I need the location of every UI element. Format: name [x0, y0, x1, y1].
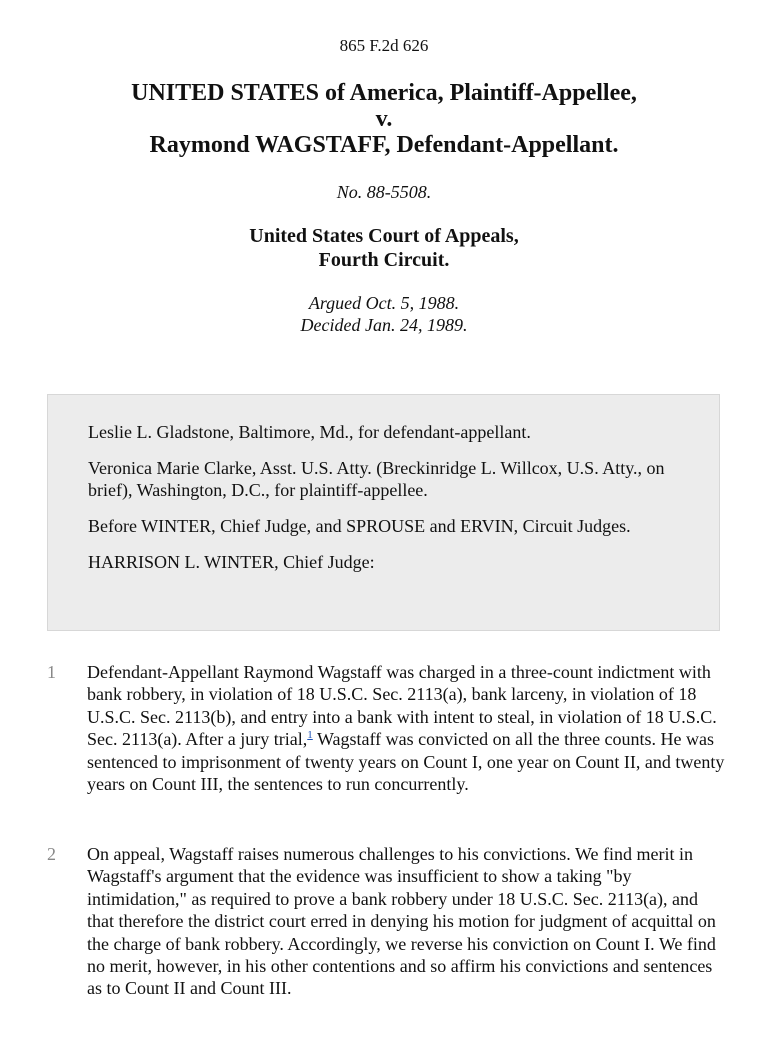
court-name-line2: Fourth Circuit.	[318, 249, 450, 271]
paragraph-number: 1	[47, 662, 56, 682]
opinion-paragraph-1	[47, 661, 727, 795]
decision-dates	[0, 292, 768, 336]
court-name-line1: United States Court of Appeals,	[249, 225, 519, 247]
argued-date: Argued Oct. 5, 1988.	[308, 293, 460, 313]
case-citation: 865 F.2d 626	[339, 36, 429, 55]
decided-date: Decided Jan. 24, 1989.	[300, 315, 468, 335]
paragraph-text	[87, 661, 727, 795]
caption-versus: v.	[375, 106, 393, 132]
case-caption	[0, 80, 768, 158]
footnote-link[interactable]: 1	[307, 729, 313, 742]
counsel-defendant: Leslie L. Gladstone, Baltimore, Md., for defendant-appellant.	[88, 422, 531, 442]
opinion-author: HARRISON L. WINTER, Chief Judge:	[88, 552, 375, 572]
caption-plaintiff: UNITED STATES of America, Plaintiff-Appellee,	[131, 80, 637, 106]
opinion-paragraph-2	[47, 843, 727, 1000]
counsel-box	[47, 394, 720, 631]
paragraph-number: 2	[47, 844, 56, 864]
docket-number: No. 88-5508.	[336, 182, 432, 202]
court-name	[0, 224, 768, 272]
paragraph-text: On appeal, Wagstaff raises numerous challenges to his convictions. We find merit in Wagstaff's argument that the evidence was insufficient to show a taking "by intimidation," as required to prove a bank robbery under 18 U.S.C. Sec. 2113(a), and that therefore the district court erred in denying his motion for judgment of acquittal on the charge of bank robbery. Accordingly, we reverse his conviction on Count I. We find no merit, however, in his other contentions and so affirm his convictions and sentences as to Count II and Count III.	[87, 844, 716, 999]
paragraph-text-part: Wagstaff was convicted on all the three counts. He was sentenced to imprisonment of twenty years on Count I, one year on Count II, and twenty years on Count III, the sentences to run concurrently.	[87, 729, 725, 795]
counsel-plaintiff: Veronica Marie Clarke, Asst. U.S. Atty. (Breckinridge L. Willcox, U.S. Atty., on brief), Washington, D.C., for plaintiff-appellee.	[88, 458, 665, 500]
paragraph-text-part: Defendant-Appellant Raymond Wagstaff was charged in a three-count indictment with bank robbery, in violation of 18 U.S.C. Sec. 2113(a), bank larceny, in violation of 18 U.S.C. Sec. 2113(b), and entry into a bank with intent to steal, in violation of 18 U.S.C. Sec. 2113(a). After a jury trial,	[87, 662, 717, 750]
judge-panel: Before WINTER, Chief Judge, and SPROUSE and ERVIN, Circuit Judges.	[88, 516, 631, 536]
caption-defendant: Raymond WAGSTAFF, Defendant-Appellant.	[149, 132, 619, 158]
